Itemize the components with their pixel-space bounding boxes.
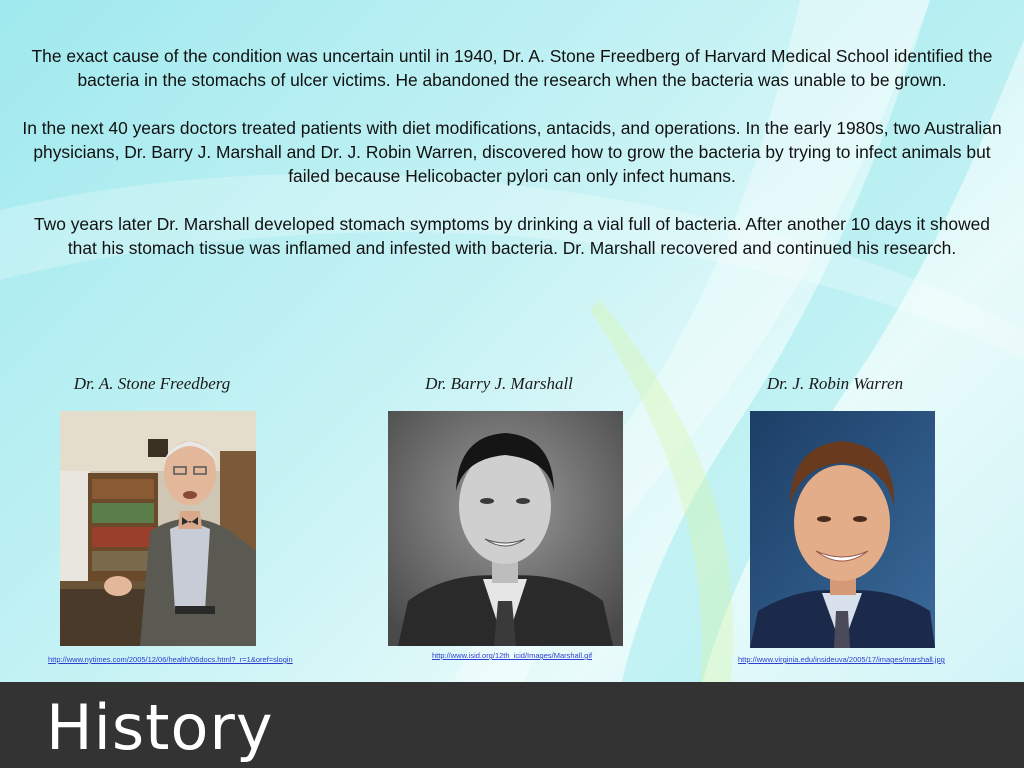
paragraph-1: The exact cause of the condition was uncertain until in 1940, Dr. A. Stone Freedberg of Harvard Medical School identified the bacteria in the stomachs of ulcer victims. He abandoned the research when the bacteria was unable to be grown. [31, 46, 993, 90]
body-text [22, 44, 1002, 284]
source-link-warren[interactable]: http://www.virginia.edu/insideuva/2005/17/images/marshall.jpg [738, 655, 945, 664]
source-link-freedberg[interactable]: http://www.nytimes.com/2005/12/06/health/06docs.html?_r=1&oref=slogin [48, 655, 293, 664]
caption-freedberg: Dr. A. Stone Freedberg [73, 374, 231, 393]
photo-warren [750, 411, 935, 648]
paragraph-2: In the next 40 years doctors treated patients with diet modifications, antacids, and operations. In the early 1980s, two Australian physicians, Dr. Barry J. Marshall and Dr. J. Robin Warren, discovered how to grow the bacteria by trying to infect animals but failed because Helicobacter pylori can only infect humans. [22, 118, 1002, 186]
caption-warren: Dr. J. Robin Warren [766, 374, 904, 393]
paragraph-3: Two years later Dr. Marshall developed stomach symptoms by drinking a vial full of bacteria. After another 10 days it showed that his stomach tissue was inflamed and infested with bacteria. Dr. Marshall recovered and continued his research. [34, 214, 990, 258]
caption-marshall: Dr. Barry J. Marshall [425, 374, 573, 393]
slide-title: History [46, 691, 274, 764]
photo-freedberg [60, 411, 256, 646]
source-link-marshall[interactable]: http://www.isid.org/12th_icid/Images/Marshall.gif [432, 651, 593, 660]
photo-marshall [388, 411, 623, 646]
